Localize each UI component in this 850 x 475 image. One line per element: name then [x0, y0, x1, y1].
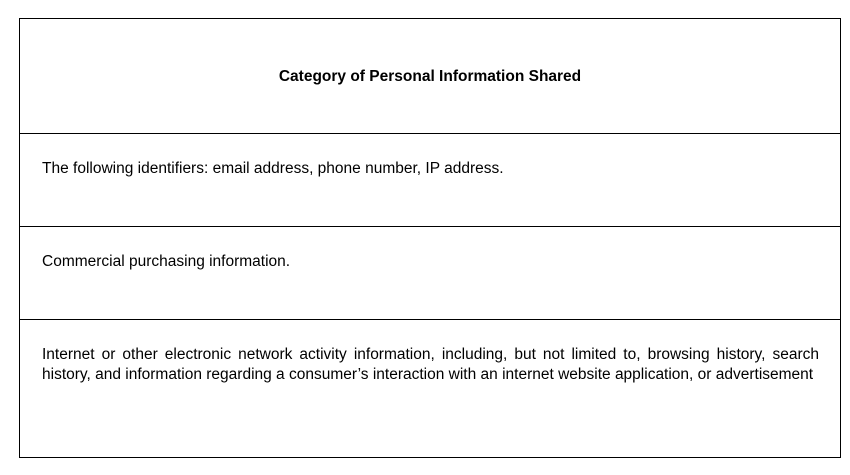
table-row	[20, 227, 840, 320]
table-row	[20, 134, 840, 227]
personal-information-table	[19, 18, 841, 458]
table-cell-identifiers: The following identifiers: email address, phone number, IP address.	[42, 160, 504, 177]
table-header-row	[20, 19, 840, 134]
table-cell-commercial: Commercial purchasing information.	[42, 253, 291, 270]
table-header-cell: Category of Personal Information Shared	[278, 68, 582, 85]
table-row	[20, 320, 840, 457]
table-cell-internet-activity: Internet or other electronic network activity information, including, but not limited to, browsing history, search history, and information regarding a consumer’s interaction with an internet website application, or advertisement	[42, 346, 819, 383]
